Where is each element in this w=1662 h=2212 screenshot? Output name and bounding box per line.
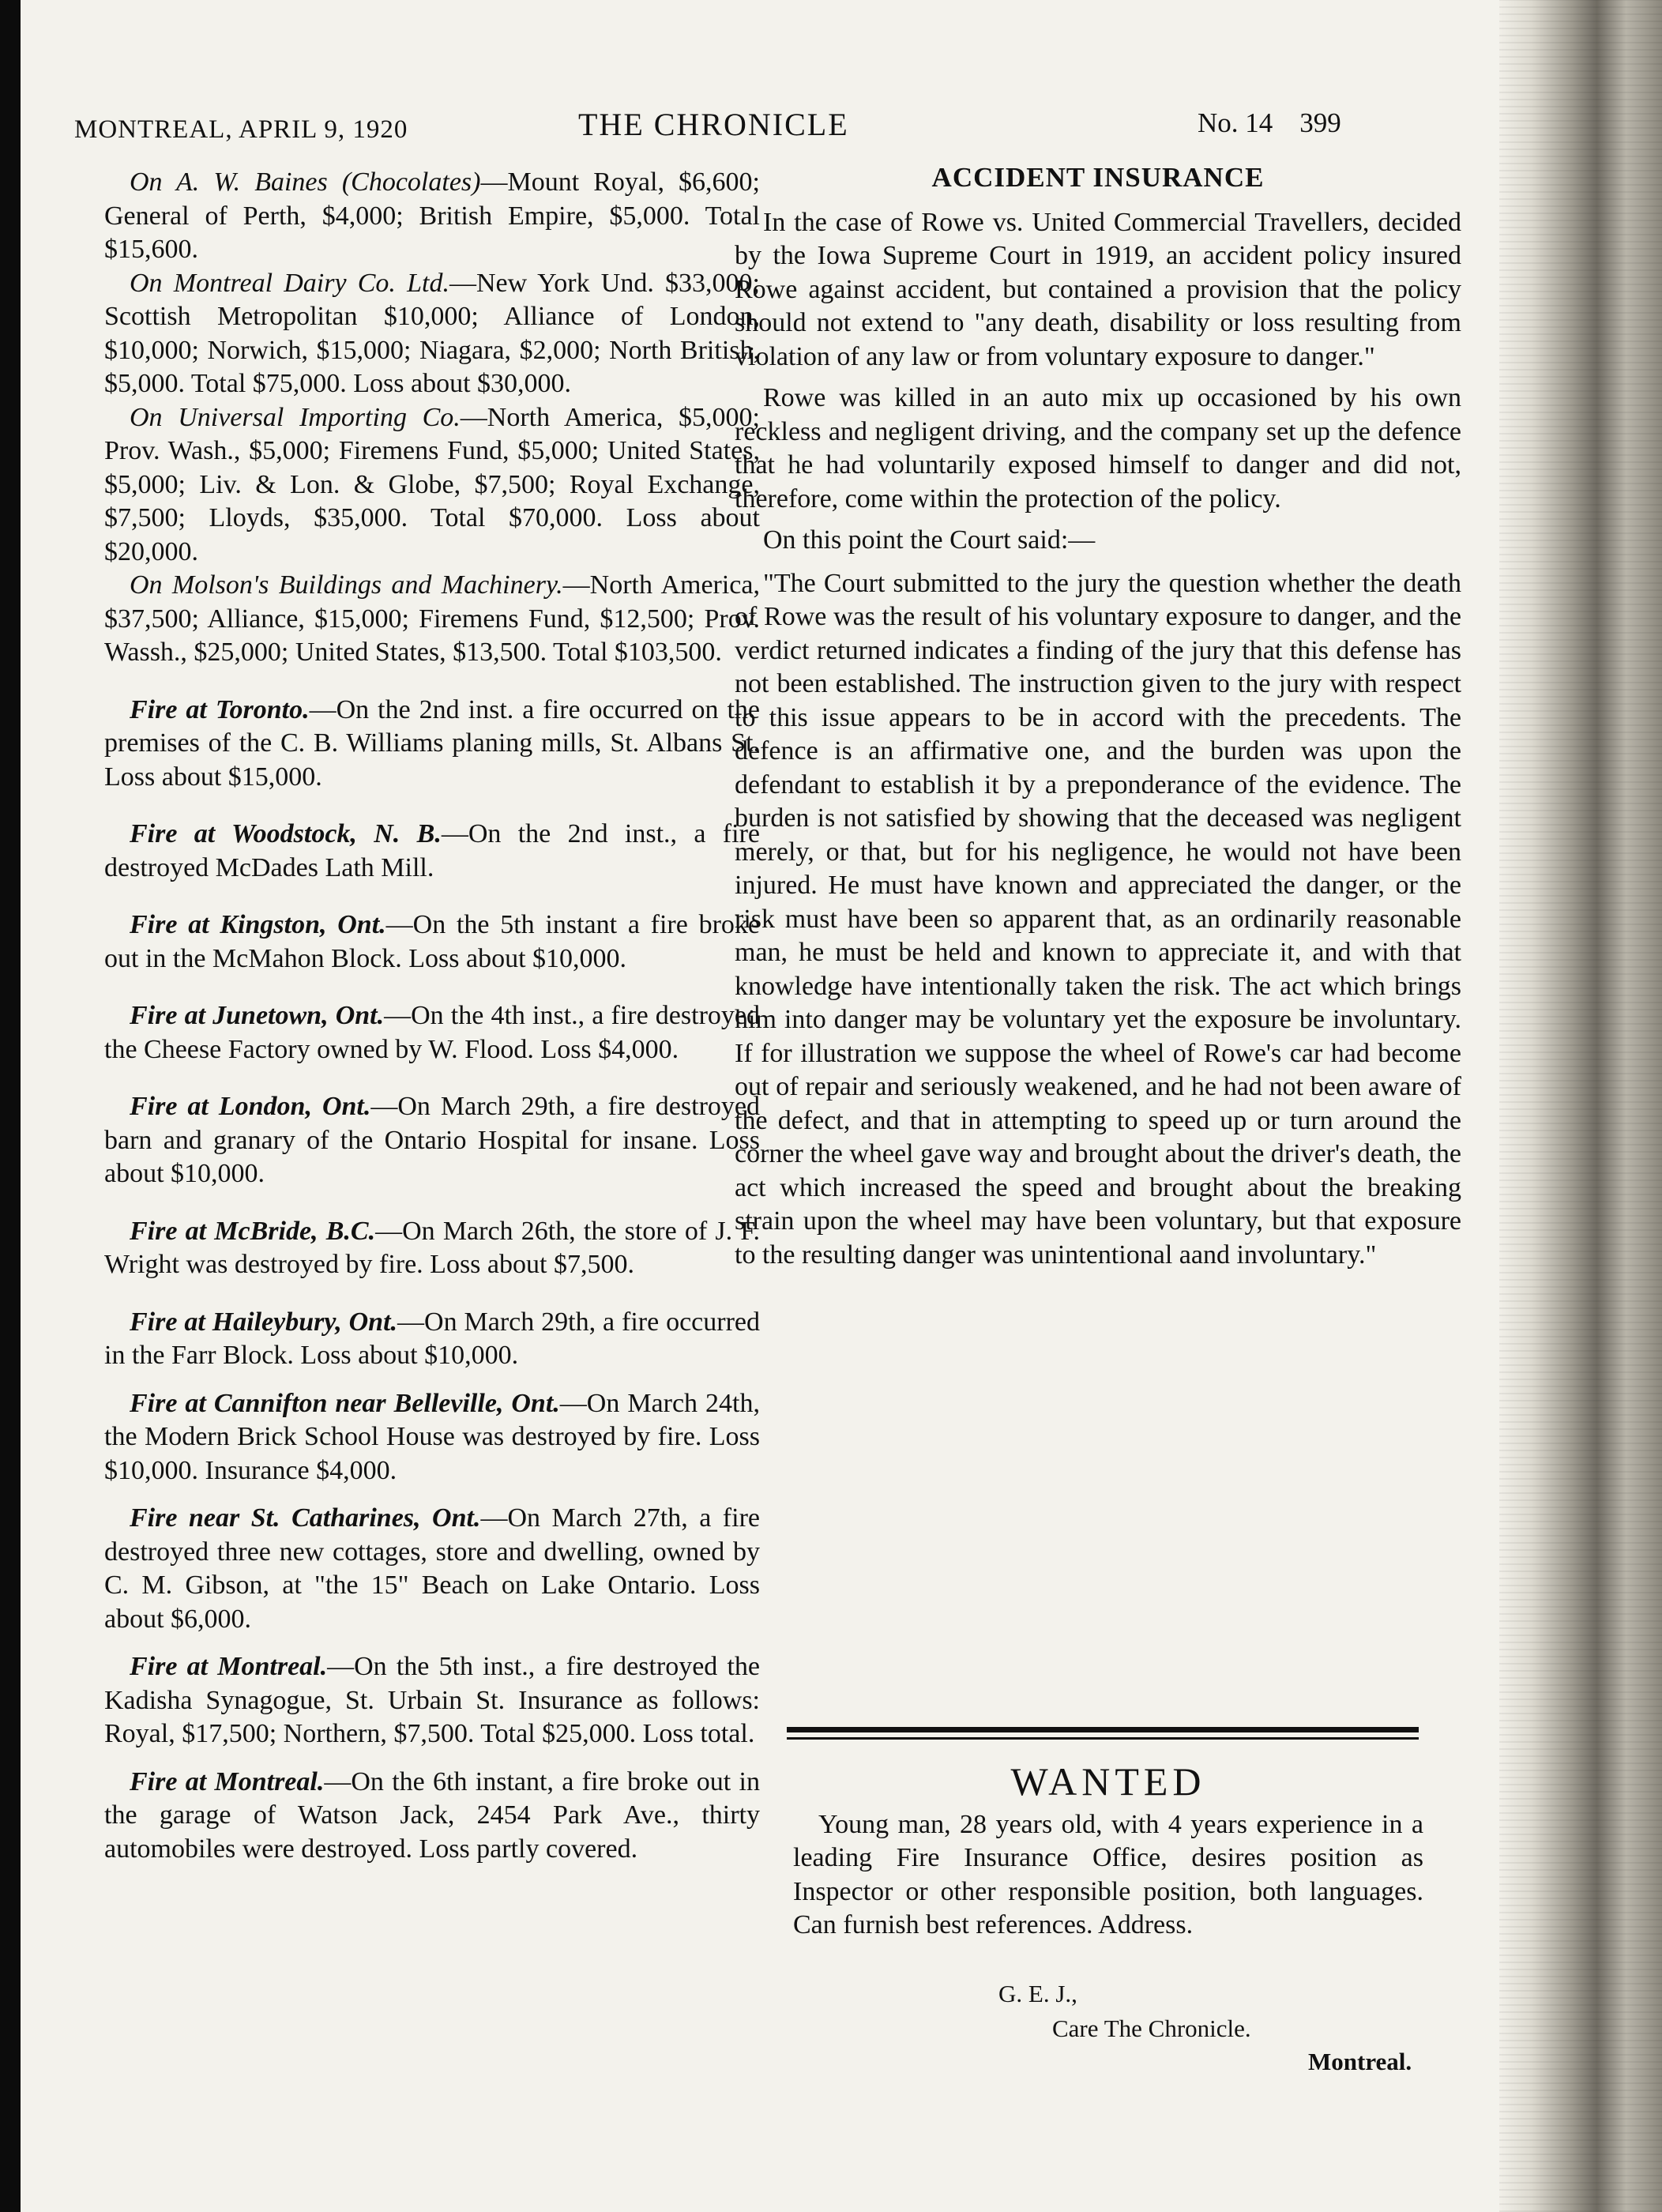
fire-item [104, 1766, 760, 1867]
fire-item-heading: Fire at McBride, B.C. [130, 1216, 376, 1246]
header-dateline: MONTREAL, APRIL 9, 1920 [74, 115, 408, 144]
fire-item-body: —On March 27th, a fire destroyed three new cottages, store and dwelling, owned by C. M. Gibson, at "the 15" Beach on Lake Ontario. Loss about $6,000. [104, 1503, 760, 1634]
fire-item-heading: On A. W. Baines (Chocolates) [130, 167, 481, 197]
page-header [21, 101, 1499, 149]
fire-item-body: —North America, $37,500; Alliance, $15,000; Firemens Fund, $12,500; Prov. Wassh., $25,000; United States, $13,500. Total $103,500. [104, 570, 760, 667]
wanted-city: Montreal. [1308, 2048, 1412, 2075]
fire-item-body: —Mount Royal, $6,600; General of Perth, $4,000; British Empire, $5,000. Total $15,600. [104, 167, 761, 264]
fire-item-heading: On Molson's Buildings and Machinery. [130, 570, 563, 600]
fire-item [104, 1090, 760, 1191]
rule-thin [787, 1737, 1419, 1740]
fire-item-heading: Fire at London, Ont. [130, 1092, 371, 1121]
fire-item [104, 401, 760, 570]
fire-item-body: —On the 5th instant a fire broke out in the McMahon Block. Loss about $10,000. [104, 910, 760, 973]
scan-dark-edge [0, 0, 21, 2212]
wanted-care-of: Care The Chronicle. [1052, 2014, 1251, 2042]
fire-item-body: —On the 2nd inst. a fire occurred on the premises of the C. B. Williams planing mills, St. Albans St. Loss about $15,000. [104, 694, 760, 792]
fire-item [104, 267, 760, 401]
fire-item-heading: Fire at Toronto. [130, 694, 310, 724]
fire-item-body: —On March 29th, a fire occurred in the Farr Block. Loss about $10,000. [104, 1307, 760, 1370]
fire-item-body: —On the 6th instant, a fire broke out in the garage of Watson Jack, 2454 Park Ave., thirty automobiles were destroyed. Loss partly covered. [104, 1766, 760, 1864]
fire-item-body: —On the 2nd inst., a fire destroyed McDades Lath Mill. [104, 819, 760, 882]
fire-item-heading: Fire at Cannifton near Belleville, Ont. [130, 1388, 560, 1418]
fire-item [104, 908, 760, 976]
fire-item-heading: Fire at Woodstock, N. B. [130, 819, 442, 848]
fire-item-heading: On Universal Importing Co. [130, 402, 461, 432]
fire-item-body: —On March 29th, a fire destroyed barn and granary of the Ontario Hospital for insane. Loss about $10,000. [104, 1092, 760, 1188]
left-column-fire-reports [104, 166, 760, 1866]
fire-item [104, 999, 760, 1066]
fire-item-body: —New York Und. $33,000; Scottish Metropolitan $10,000; Alliance of London, $10,000; Norwich, $15,000; Niagara, $2,000; North British, $5,000. Total $75,000. Loss about $30,000. [104, 268, 760, 398]
double-rule-divider [787, 1727, 1419, 1740]
book-spine-gutter [1499, 0, 1662, 2212]
header-issue-number: No. 14 [1198, 107, 1273, 138]
header-issue-page [1198, 107, 1368, 139]
fire-item [104, 1387, 760, 1488]
wanted-signature: G. E. J., [998, 1980, 1077, 2007]
fire-item-heading: Fire at Montreal. [130, 1766, 325, 1796]
article-paragraph: Rowe was killed in an auto mix up occasioned by his own reckless and negligent driving, and the company set up the defence that he had voluntarily exposed himself to danger and did not, therefore, come within the protection of the policy. [735, 383, 1461, 514]
fire-item-heading: On Montreal Dairy Co. Ltd. [130, 268, 449, 298]
article-paragraph: In the case of Rowe vs. United Commercial Travellers, decided by the Iowa Supreme Court in 1919, an accident policy insured Rowe against accident, but contained a provision that the policy should not extend to "any death, disability or loss resulting from violation of any law or from voluntary exposure to danger." [735, 207, 1461, 371]
fire-item-body: —On the 5th inst., a fire destroyed the Kadisha Synagogue, St. Urbain St. Insurance as follows: Royal, $17,500; Northern, $7,500. Total $25,000. Loss total. [104, 1652, 761, 1748]
fire-item-heading: Fire at Haileybury, Ont. [130, 1307, 398, 1337]
wanted-advertisement [793, 1760, 1423, 1943]
fire-item [104, 694, 760, 795]
fire-item [104, 1650, 760, 1751]
fire-item-body: —On March 26th, the store of J. F. Wright was destroyed by fire. Loss about $7,500. [104, 1216, 760, 1279]
fire-item [104, 569, 760, 670]
rule-thick [787, 1727, 1419, 1732]
article-paragraph: On this point the Court said:— [763, 525, 1096, 555]
fire-item-body: —On the 4th inst., a fire destroyed the Cheese Factory owned by W. Flood. Loss $4,000. [104, 1001, 760, 1064]
right-column-accident-insurance [735, 161, 1461, 1272]
header-publication-title: THE CHRONICLE [578, 107, 849, 142]
newspaper-page [21, 0, 1499, 2212]
fire-item [104, 818, 760, 885]
fire-item-heading: Fire near St. Catharines, Ont. [130, 1503, 481, 1533]
article-title: ACCIDENT INSURANCE [931, 162, 1265, 193]
fire-item-body: —On March 24th, the Modern Brick School House was destroyed by fire. Loss $10,000. Insurance $4,000. [104, 1388, 760, 1485]
fire-item [104, 1306, 760, 1373]
fire-item-heading: Fire at Kingston, Ont. [130, 910, 386, 939]
fire-item [104, 1215, 760, 1282]
fire-item-heading: Fire at Junetown, Ont. [130, 1001, 385, 1030]
wanted-title: WANTED [1010, 1759, 1206, 1804]
court-quote-paragraph: "The Court submitted to the jury the question whether the death of Rowe was the result of his voluntary exposure to danger, and the verdict returned indicates a finding of the jury that this defense has not been established. The instruction given to the jury with respect to this issue appears to be in accord with the precedents. The defence is an affirmative one, and the burden was upon the defendant to establish it by a preponderance of the evidence. The burden is not satisfied by showing that the deceased was negligent merely, or that, but for his negligence, he would not have been injured. He must have known and appreciated the danger, or the risk must have been so apparent that, as an ordinarily reasonable man, he must be held and known to appreciate it, and with that knowledge have intentionally taken the risk. The act which brings him into danger may be voluntary yet the exposure be involuntary. If for illustration we suppose the wheel of Rowe's car had become out of repair and seriously weakened, and he had not been aware of the defect, and that in attempting to speed up or turn around the corner the wheel gave way and brought about the driver's death, the act which increased the speed and brought about the breaking strain upon the wheel may have been voluntary, but that exposure to the resulting danger was unintentional aand involuntary." [735, 568, 1462, 1270]
header-page-number: 399 [1299, 107, 1341, 138]
fire-item [104, 166, 760, 267]
fire-item [104, 1502, 760, 1636]
wanted-body: Young man, 28 years old, with 4 years experience in a leading Fire Insurance Office, desires position as Inspector or other responsible position, both languages. Can furnish best references. Address. [793, 1809, 1423, 1939]
fire-item-heading: Fire at Montreal. [130, 1652, 328, 1681]
fire-item-body: —North America, $5,000; Prov. Wash., $5,000; Firemens Fund, $5,000; United States, $5,000; Liv. & Lon. & Globe, $7,500; Royal Exchange, $7,500; Lloyds, $35,000. Total $70,000. Loss about $20,000. [104, 402, 760, 566]
